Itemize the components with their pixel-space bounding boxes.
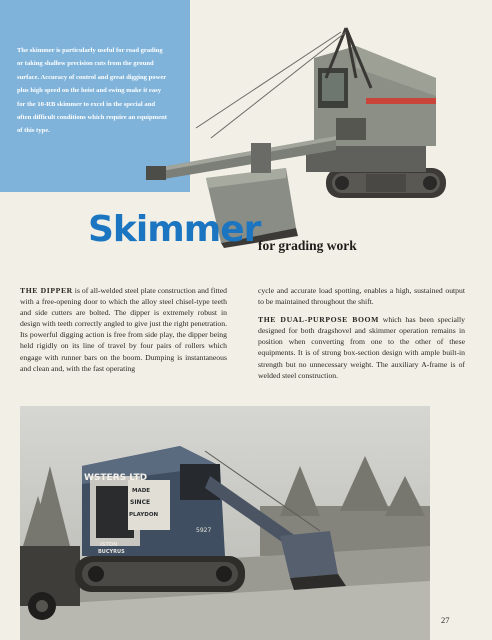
sign-line-5: ISTON <box>100 542 118 548</box>
sign-line-2: MADE <box>132 488 151 494</box>
sign-line-4: PLAYDON <box>129 512 159 518</box>
sign-line-6: BUCYRUS <box>98 549 125 555</box>
boom-paragraph <box>258 314 465 381</box>
dipper-paragraph <box>20 285 227 374</box>
dipper-lead: THE DIPPER <box>20 286 73 295</box>
boom-lead: THE DUAL-PURPOSE BOOM <box>258 315 379 325</box>
photo-caption: The skimmer is particularly useful for road grading or taking shallow precision cuts from the ground surface. Accuracy of control and great digging power plus high speed on the hoist and swing make it easy for the 10-RB skimmer to excel in the special and often difficult conditions which require an equipment of this type. <box>17 47 167 135</box>
skimmer-field-photo <box>20 406 430 640</box>
text-column-right <box>258 285 465 381</box>
excavator-house <box>82 446 225 556</box>
dipper-text: is of all-welded steel plate construction and fitted with a free-opening door to which the alloy steel chisel-type teeth and side cutters are bolted. The dipper is extremely robust in design with teeth correctly angled to give just the right penetration. Its powerful digging action is free from side play, the dipper being held rigidly on its line of travel by four pairs of rollers which engage with runner bars on the boom. Dumping is instantaneous and clean and, with the fast operating <box>20 286 227 373</box>
crawler-tracks <box>326 168 446 198</box>
machine-number: 5927 <box>196 527 212 534</box>
dipper-paragraph-continued: cycle and accurate load spotting, enables a high, sustained output to be maintained throughout the shift. <box>258 286 465 307</box>
excavator-tracks <box>75 556 245 592</box>
sign-company: WSTERS LTD <box>84 473 148 483</box>
page-subtitle: for grading work <box>258 238 357 253</box>
page-number: 27 <box>441 615 450 625</box>
boom-text: which has been specially designed for both dragshovel and skimmer operation remains in position when converting from one to the other of these equipments. It is of strong box-section design with ample built-in strength but no unnecessary weight. The auxiliary A-frame is of welded steel construction. <box>258 315 465 380</box>
sign-line-3: SINCE <box>130 499 151 506</box>
page-title: Skimmer <box>88 209 261 250</box>
text-column-left <box>20 285 227 374</box>
